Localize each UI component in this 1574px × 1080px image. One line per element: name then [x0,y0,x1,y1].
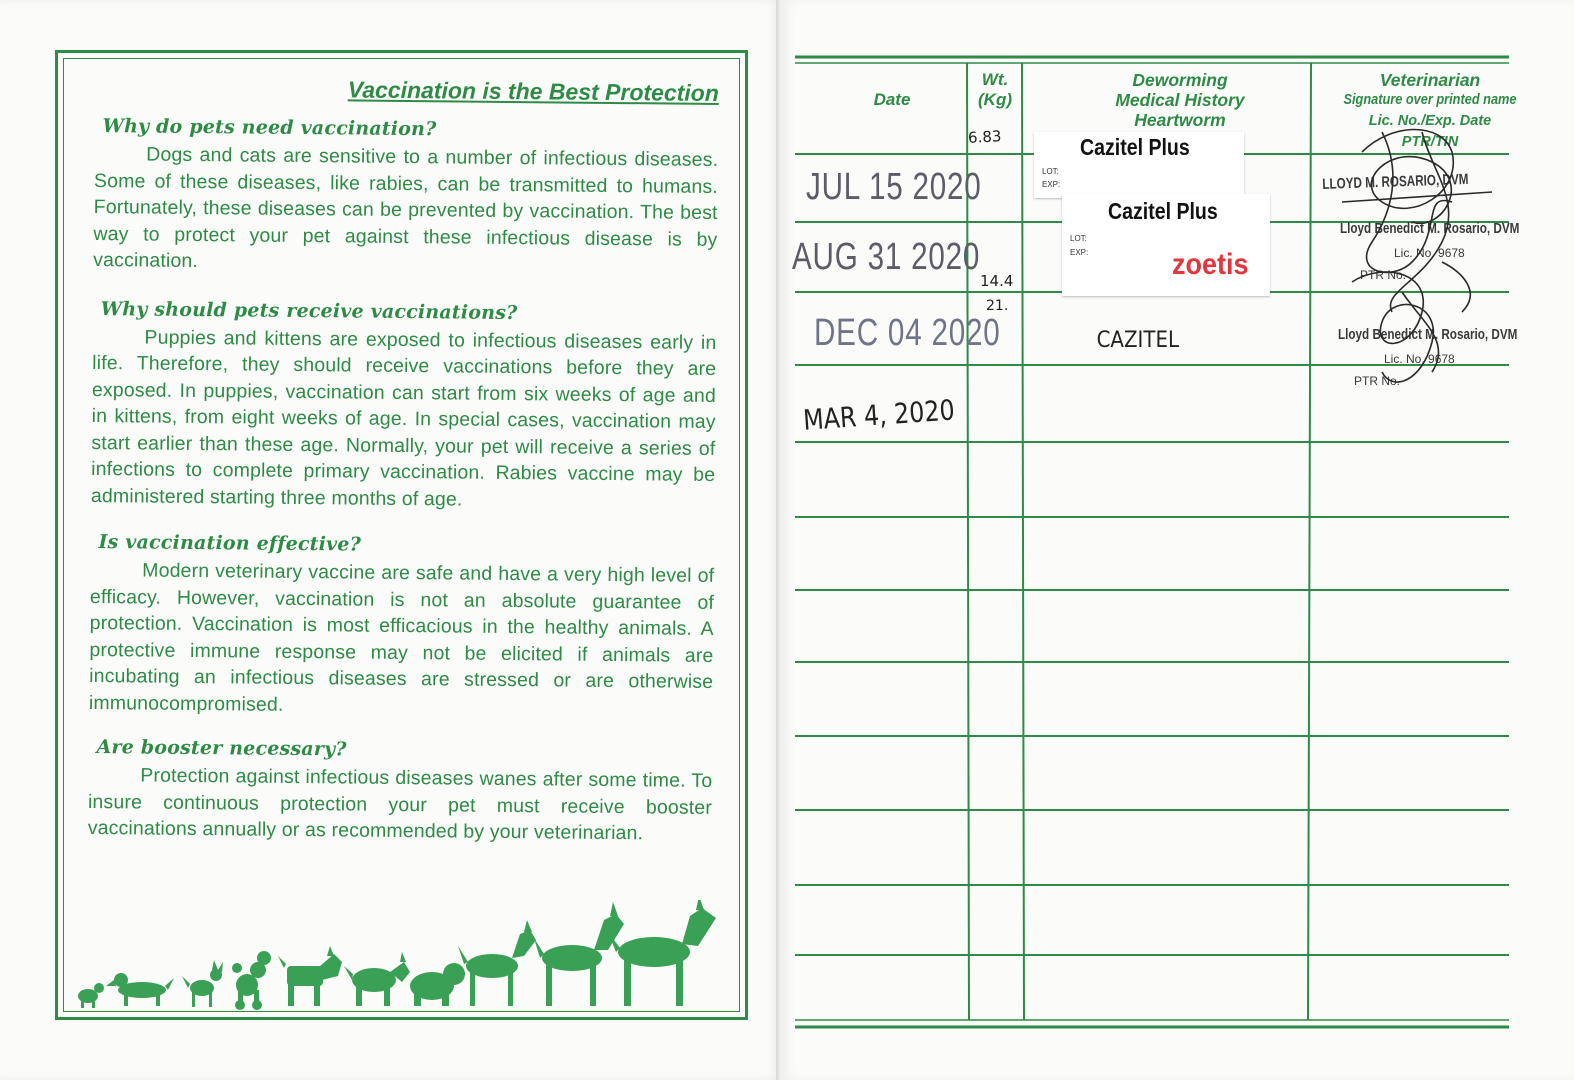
date-stamp: JUL 15 2020 [806,166,982,208]
dog-silhouette-icon [410,963,465,1006]
dog-silhouette-icon [232,951,271,1010]
heartworm-header-line: Heartworm [1134,110,1226,130]
answer-paragraph: Puppies and kittens are exposed to infectious diseases early in life. Therefore, they should receive vaccinations before they are exposed. In puppies, vaccination can start from six weeks of age and in kittens, from eight weeks of age. In special cases, vaccination may start earlier than these age. Normally, your pet will receive a series of infections to complete primary vaccination. Rabies vaccine may be administered starting three months of age. [90,325,717,511]
product-sticker [1062,194,1270,296]
zoetis-logo: zoetis [1172,248,1249,281]
dog-silhouette-icon [534,902,624,1006]
dog-silhouette-icon [608,900,716,1006]
dog-silhouette-icon [182,960,223,1007]
weight-column-header [968,70,1022,110]
signature-scribble [1322,112,1512,402]
page-title: Vaccination is the Best Protection [347,76,719,106]
question-heading: Is vaccination effective? [98,531,362,556]
answer-paragraph: Dogs and cats are sensitive to a number of infectious diseases. Some of these diseases, like rabies, can be transmitted to humans. Fortunately, these diseases can be prevented by vaccination. The best way to protect your pet against these infectious disease is by vaccination. [93,143,719,272]
vet-license-stamp: Lic. No. 9678 [1384,352,1455,366]
right-page [782,0,1574,1080]
sticker-product-name: Cazitel Plus [1080,134,1190,160]
dog-silhouette-icon [278,946,342,1006]
date-stamp: DEC 04 2020 [814,312,1001,354]
sticker-exp-label: EXP: [1070,248,1089,257]
left-page [0,0,780,1080]
veterinarian-header-line: Veterinarian [1379,70,1481,90]
vaccination-info [88,74,719,847]
deworming-header-line: Deworming [1132,70,1228,90]
dog-silhouette-icon [344,952,410,1006]
dog-silhouette-icon [78,983,104,1008]
date-stamp: AUG 31 2020 [792,236,981,278]
vet-ptr-stamp: PTR No. [1360,268,1407,282]
sticker-lot-label: LOT: [1042,167,1059,176]
question-heading: Are booster necessary? [96,736,347,761]
vet-name-stamp: Lloyd Benedict M. Rosario, DVM [1338,326,1518,343]
deworming-column-header [1030,70,1330,130]
handwritten-vet-name: LLOYD M. ROSARIO, DVM [1322,170,1469,193]
dog-silhouettes-illustration [72,900,722,1016]
question-heading: Why should pets receive vaccinations? [100,297,518,324]
weight-header-unit: (Kg) [978,90,1012,109]
answer-paragraph: Protection against infectious diseases wanes after some time. To insure continuous protection your pet must receive booster vaccinations annually or as recommended by your veterinarian. [87,764,713,845]
question-heading: Why do pets need vaccination? [102,115,437,141]
dog-silhouette-icon [106,973,174,1006]
license-header-line: Lic. No./Exp. Date [1368,113,1492,129]
handwritten-date: MAR 4, 2020 [802,393,956,437]
handwritten-weight: 6.83 [967,127,1002,147]
product-sticker [1034,132,1244,198]
vet-license-stamp: Lic. No. 9678 [1394,246,1465,260]
handwritten-product: CAZITEL [1096,328,1179,353]
ptr-tin-header-line: PTR/TIN [1401,134,1459,150]
sticker-exp-label: EXP: [1042,180,1061,189]
handwritten-weight: 14.4 [980,272,1014,290]
dog-silhouette-icon [458,920,536,1006]
weight-header-line: Wt. [981,70,1009,89]
date-column-header: Date [873,90,911,109]
sticker-lot-label: LOT: [1070,234,1087,243]
vet-ptr-stamp: PTR No. [1354,374,1401,388]
handwritten-weight: 21. [986,298,1009,314]
signature-header-line: Signature over printed name [1343,92,1517,108]
medical-history-header-line: Medical History [1115,90,1245,110]
vet-name-stamp: Lloyd Benedict M. Rosario, DVM [1340,220,1520,237]
sticker-product-name: Cazitel Plus [1108,198,1218,224]
answer-paragraph: Modern veterinary vaccine are safe and have a very high level of efficacy. However, vaccination is not an absolute guarantee of protection. Vaccination is most efficacious in the healthy animals. A protective immune response may not be elicited if animals are incubating an infectious diseases are stressed or are otherwise immunocompromised. [88,559,715,716]
